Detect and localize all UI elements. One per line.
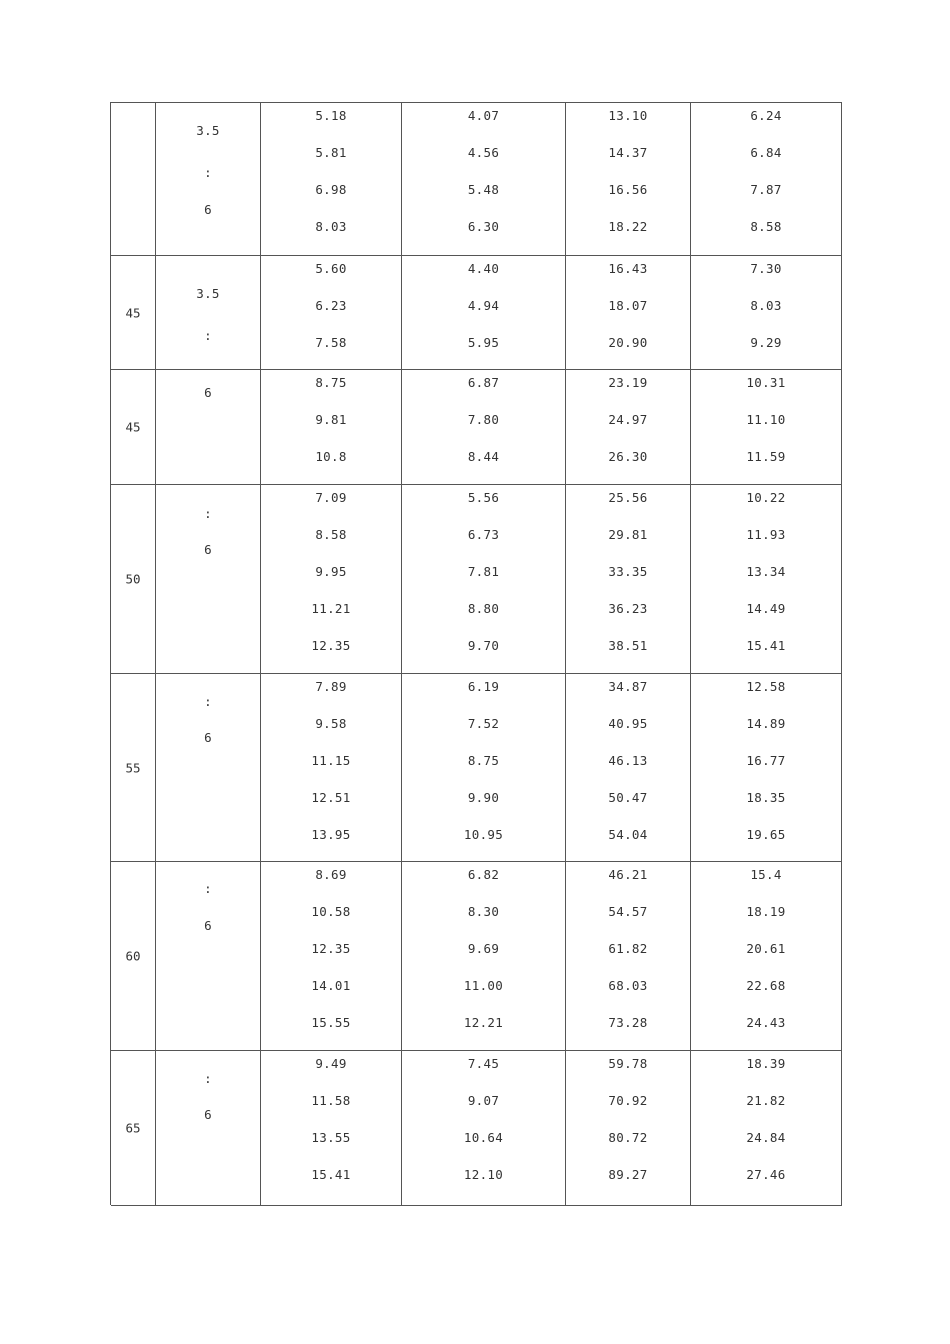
value-text: 12.58 — [746, 679, 786, 694]
value-text: 5.56 — [467, 490, 500, 505]
value-text: 11.10 — [746, 412, 786, 427]
value-text: 8.75 — [315, 375, 347, 390]
value-text: 10.64 — [463, 1130, 504, 1145]
value-text: 9.07 — [467, 1093, 500, 1108]
value-text: 8.75 — [467, 753, 500, 768]
value-text: 9.69 — [467, 941, 500, 956]
spec-value: : — [204, 881, 212, 896]
value-text: 5.48 — [467, 182, 500, 197]
value-text: 38.51 — [608, 638, 648, 653]
value-cell — [566, 485, 691, 673]
value-text: 13.10 — [608, 108, 648, 123]
value-cell — [261, 103, 402, 255]
value-text: 18.07 — [608, 298, 648, 313]
value-text: 12.35 — [311, 638, 351, 653]
value-text: 11.58 — [311, 1093, 351, 1108]
spec-value: 6 — [204, 202, 212, 217]
value-text: 7.52 — [467, 716, 500, 731]
value-text: 9.49 — [315, 1056, 347, 1071]
value-text: 5.18 — [315, 108, 347, 123]
value-cell — [402, 674, 566, 861]
value-text: 61.82 — [608, 941, 648, 956]
value-cell — [261, 1051, 402, 1205]
value-cell — [691, 862, 842, 1050]
spec-cell — [156, 1051, 261, 1205]
value-text: 11.21 — [311, 601, 351, 616]
value-text: 50.47 — [608, 790, 648, 805]
value-cell — [691, 674, 842, 861]
value-text: 7.89 — [315, 679, 347, 694]
value-text: 13.55 — [311, 1130, 351, 1145]
label-cell — [111, 370, 156, 484]
table-row — [111, 862, 842, 1051]
value-text: 6.24 — [750, 108, 782, 123]
value-text: 54.57 — [608, 904, 648, 919]
value-text: 73.28 — [608, 1015, 648, 1030]
value-text: 40.95 — [608, 716, 648, 731]
spec-value: : — [204, 165, 212, 180]
value-text: 16.43 — [608, 261, 648, 276]
value-text: 15.41 — [311, 1167, 351, 1182]
spec-value: 3.5 — [196, 286, 220, 301]
value-text: 29.81 — [608, 527, 648, 542]
value-text: 22.68 — [746, 978, 786, 993]
value-text: 34.87 — [608, 679, 648, 694]
value-text: 15.41 — [746, 638, 786, 653]
spec-value: 6 — [204, 730, 212, 745]
value-text: 4.07 — [467, 108, 500, 123]
value-text: 20.90 — [608, 335, 648, 350]
value-text: 13.34 — [746, 564, 786, 579]
value-cell — [691, 103, 842, 255]
value-cell — [566, 370, 691, 484]
value-text: 26.30 — [608, 449, 648, 464]
value-text: 8.30 — [467, 904, 500, 919]
value-text: 7.81 — [467, 564, 500, 579]
value-text: 8.03 — [750, 298, 782, 313]
table-row — [111, 1051, 842, 1206]
value-text: 8.69 — [315, 867, 347, 882]
value-cell — [261, 674, 402, 861]
value-text: 20.61 — [746, 941, 786, 956]
value-cell — [402, 862, 566, 1050]
value-text: 24.84 — [746, 1130, 786, 1145]
value-text: 46.21 — [608, 867, 648, 882]
value-text: 8.58 — [315, 527, 347, 542]
spec-value: : — [204, 1071, 212, 1086]
value-text: 18.19 — [746, 904, 786, 919]
value-text: 18.35 — [746, 790, 786, 805]
value-text: 10.95 — [463, 827, 504, 842]
value-text: 14.89 — [746, 716, 786, 731]
value-text: 6.30 — [467, 219, 500, 234]
value-text: 6.84 — [750, 145, 782, 160]
value-text: 8.44 — [467, 449, 500, 464]
value-text: 9.81 — [315, 412, 347, 427]
value-cell — [261, 862, 402, 1050]
value-text: 6.23 — [315, 298, 347, 313]
label-cell — [111, 103, 156, 255]
value-text: 13.95 — [311, 827, 351, 842]
value-text: 18.22 — [608, 219, 648, 234]
spec-cell — [156, 103, 261, 255]
value-text: 12.35 — [311, 941, 351, 956]
value-text: 6.73 — [467, 527, 500, 542]
value-text: 16.77 — [746, 753, 786, 768]
value-text: 19.65 — [746, 827, 786, 842]
label-cell — [111, 862, 156, 1050]
value-text: 9.70 — [467, 638, 500, 653]
value-text: 7.09 — [315, 490, 347, 505]
value-text: 12.21 — [463, 1015, 504, 1030]
spec-value: 6 — [204, 385, 212, 400]
spec-value: 3.5 — [196, 123, 220, 138]
spec-value: 6 — [204, 1107, 212, 1122]
value-text: 33.35 — [608, 564, 648, 579]
row-label: 45 — [125, 419, 141, 435]
value-text: 14.37 — [608, 145, 648, 160]
value-text: 9.58 — [315, 716, 347, 731]
value-text: 16.56 — [608, 182, 648, 197]
value-cell — [691, 1051, 842, 1205]
label-cell — [111, 1051, 156, 1205]
value-text: 5.95 — [467, 335, 500, 350]
value-text: 9.29 — [750, 335, 782, 350]
value-text: 24.43 — [746, 1015, 786, 1030]
value-text: 9.90 — [467, 790, 500, 805]
value-cell — [402, 256, 566, 369]
data-table — [110, 102, 842, 1205]
value-text: 9.95 — [315, 564, 347, 579]
value-text: 14.49 — [746, 601, 786, 616]
value-text: 6.82 — [467, 867, 500, 882]
value-text: 12.10 — [463, 1167, 504, 1182]
spec-cell — [156, 674, 261, 861]
row-label: 65 — [125, 1120, 141, 1136]
value-text: 4.40 — [467, 261, 500, 276]
value-text: 7.58 — [315, 335, 347, 350]
value-cell — [261, 370, 402, 484]
spec-value: : — [204, 506, 212, 521]
value-text: 8.80 — [467, 601, 500, 616]
value-text: 5.81 — [315, 145, 347, 160]
value-text: 46.13 — [608, 753, 648, 768]
spec-value: : — [204, 694, 212, 709]
value-text: 15.55 — [311, 1015, 351, 1030]
value-text: 54.04 — [608, 827, 648, 842]
value-cell — [402, 485, 566, 673]
value-text: 59.78 — [608, 1056, 648, 1071]
value-text: 18.39 — [746, 1056, 786, 1071]
spec-cell — [156, 485, 261, 673]
value-text: 23.19 — [608, 375, 648, 390]
spec-value: 6 — [204, 542, 212, 557]
value-cell — [691, 256, 842, 369]
row-label: 60 — [125, 948, 141, 964]
value-cell — [691, 370, 842, 484]
table-row — [111, 256, 842, 370]
value-text: 7.30 — [750, 261, 782, 276]
value-text: 68.03 — [608, 978, 648, 993]
spec-cell — [156, 256, 261, 369]
value-cell — [566, 674, 691, 861]
value-text: 89.27 — [608, 1167, 648, 1182]
value-text: 11.59 — [746, 449, 786, 464]
value-text: 11.15 — [311, 753, 351, 768]
value-text: 21.82 — [746, 1093, 786, 1108]
value-cell — [402, 370, 566, 484]
value-text: 36.23 — [608, 601, 648, 616]
spec-cell — [156, 862, 261, 1050]
value-text: 10.58 — [311, 904, 351, 919]
value-text: 4.94 — [467, 298, 500, 313]
value-cell — [261, 256, 402, 369]
table-row — [111, 103, 842, 256]
row-label: 50 — [125, 571, 141, 587]
spec-value: 6 — [204, 918, 212, 933]
value-text: 27.46 — [746, 1167, 786, 1182]
value-text: 10.22 — [746, 490, 786, 505]
row-label: 45 — [125, 305, 141, 320]
label-cell — [111, 485, 156, 673]
value-text: 24.97 — [608, 412, 648, 427]
value-text: 25.56 — [608, 490, 648, 505]
value-text: 10.31 — [746, 375, 786, 390]
label-cell — [111, 256, 156, 369]
value-cell — [566, 1051, 691, 1205]
table-row — [111, 370, 842, 485]
row-label: 55 — [125, 760, 141, 775]
value-text: 70.92 — [608, 1093, 648, 1108]
value-text: 7.87 — [750, 182, 782, 197]
value-cell — [566, 103, 691, 255]
value-text: 12.51 — [311, 790, 351, 805]
value-text: 14.01 — [311, 978, 351, 993]
value-text: 7.45 — [467, 1056, 500, 1071]
value-text: 11.00 — [463, 978, 504, 993]
table-row — [111, 674, 842, 862]
value-cell — [261, 485, 402, 673]
value-text: 8.03 — [315, 219, 347, 234]
spec-value: : — [204, 328, 212, 343]
value-text: 80.72 — [608, 1130, 648, 1145]
value-text: 6.87 — [467, 375, 500, 390]
value-text: 7.80 — [467, 412, 500, 427]
value-text: 6.19 — [467, 679, 500, 694]
value-cell — [566, 862, 691, 1050]
value-text: 11.93 — [746, 527, 786, 542]
spec-cell — [156, 370, 261, 484]
value-cell — [566, 256, 691, 369]
value-text: 5.60 — [315, 261, 347, 276]
value-cell — [402, 1051, 566, 1205]
value-text: 6.98 — [315, 182, 347, 197]
value-text: 10.8 — [315, 449, 347, 464]
value-text: 4.56 — [467, 145, 500, 160]
value-text: 15.4 — [750, 867, 782, 882]
label-cell — [111, 674, 156, 861]
value-cell — [402, 103, 566, 255]
value-cell — [691, 485, 842, 673]
table-row — [111, 485, 842, 674]
value-text: 8.58 — [750, 219, 782, 234]
